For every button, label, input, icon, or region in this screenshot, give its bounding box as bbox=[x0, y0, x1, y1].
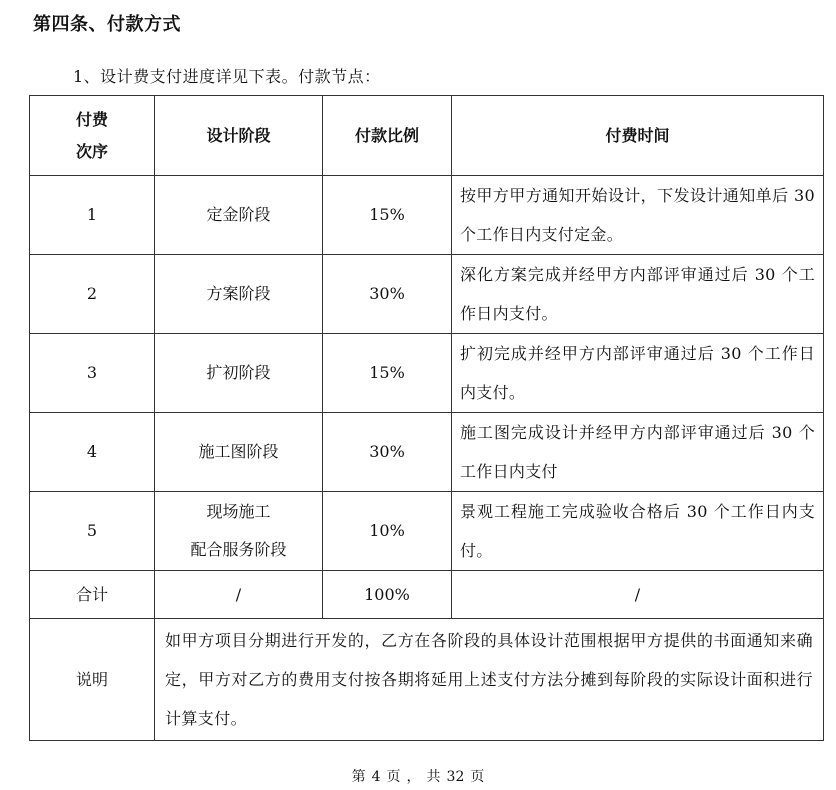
row-stage bbox=[155, 492, 323, 571]
row-ratio: 15% bbox=[323, 334, 452, 413]
footer-prefix: 第 bbox=[351, 769, 366, 785]
row-order: 3 bbox=[30, 334, 155, 413]
table-row bbox=[30, 492, 824, 571]
note-label: 说明 bbox=[30, 619, 155, 741]
row-ratio: 30% bbox=[323, 413, 452, 492]
row-stage-line2: 配合服务阶段 bbox=[190, 540, 287, 559]
header-time: 付费时间 bbox=[452, 96, 824, 176]
row-ratio: 15% bbox=[323, 176, 452, 255]
note-row bbox=[30, 619, 824, 741]
row-time: 深化方案完成并经甲方内部评审通过后 30 个工作日内支付。 bbox=[452, 255, 824, 334]
footer-page-number: 4 bbox=[371, 769, 381, 785]
row-time: 扩初完成并经甲方内部评审通过后 30 个工作日内支付。 bbox=[452, 334, 824, 413]
footer-total-unit: 页 bbox=[470, 769, 485, 785]
total-stage: / bbox=[155, 571, 323, 619]
table-row bbox=[30, 334, 824, 413]
table-row bbox=[30, 255, 824, 334]
footer-page-unit: 页 bbox=[386, 769, 401, 785]
table-row bbox=[30, 413, 824, 492]
row-stage-line1: 现场施工 bbox=[206, 502, 271, 521]
row-time: 按甲方甲方通知开始设计，下发设计通知单后 30 个工作日内支付定金。 bbox=[452, 176, 824, 255]
row-time: 施工图完成设计并经甲方内部评审通过后 30 个工作日内支付 bbox=[452, 413, 824, 492]
table-header-row bbox=[30, 96, 824, 176]
header-order bbox=[30, 96, 155, 176]
row-stage: 扩初阶段 bbox=[155, 334, 323, 413]
total-row bbox=[30, 571, 824, 619]
row-stage: 施工图阶段 bbox=[155, 413, 323, 492]
total-label: 合计 bbox=[30, 571, 155, 619]
payment-table bbox=[29, 95, 824, 741]
row-ratio: 10% bbox=[323, 492, 452, 571]
footer-total-pages: 32 bbox=[446, 769, 465, 785]
row-stage: 定金阶段 bbox=[155, 176, 323, 255]
table-row bbox=[30, 176, 824, 255]
footer-total-prefix: 共 bbox=[426, 769, 441, 785]
section-heading: 第四条、付款方式 bbox=[33, 14, 181, 35]
row-order: 4 bbox=[30, 413, 155, 492]
row-order: 2 bbox=[30, 255, 155, 334]
header-order-line2: 次序 bbox=[75, 141, 108, 161]
row-stage: 方案阶段 bbox=[155, 255, 323, 334]
total-ratio: 100% bbox=[323, 571, 452, 619]
note-text: 如甲方项目分期进行开发的，乙方在各阶段的具体设计范围根据甲方提供的书面通知来确定，甲方对乙方的费用支付按各期将延用上述支付方法分摊到每阶段的实际设计面积进行计算支付。 bbox=[155, 619, 824, 741]
total-time: / bbox=[452, 571, 824, 619]
footer-separator: ， bbox=[406, 769, 421, 785]
header-ratio: 付款比例 bbox=[323, 96, 452, 176]
intro-text: 1、设计费支付进度详见下表。付款节点： bbox=[73, 67, 381, 86]
row-ratio: 30% bbox=[323, 255, 452, 334]
row-order: 5 bbox=[30, 492, 155, 571]
row-order: 1 bbox=[30, 176, 155, 255]
page-footer bbox=[0, 766, 836, 786]
row-time: 景观工程施工完成验收合格后 30 个工作日内支付。 bbox=[452, 492, 824, 571]
header-order-line1: 付费 bbox=[75, 109, 108, 129]
header-stage: 设计阶段 bbox=[155, 96, 323, 176]
